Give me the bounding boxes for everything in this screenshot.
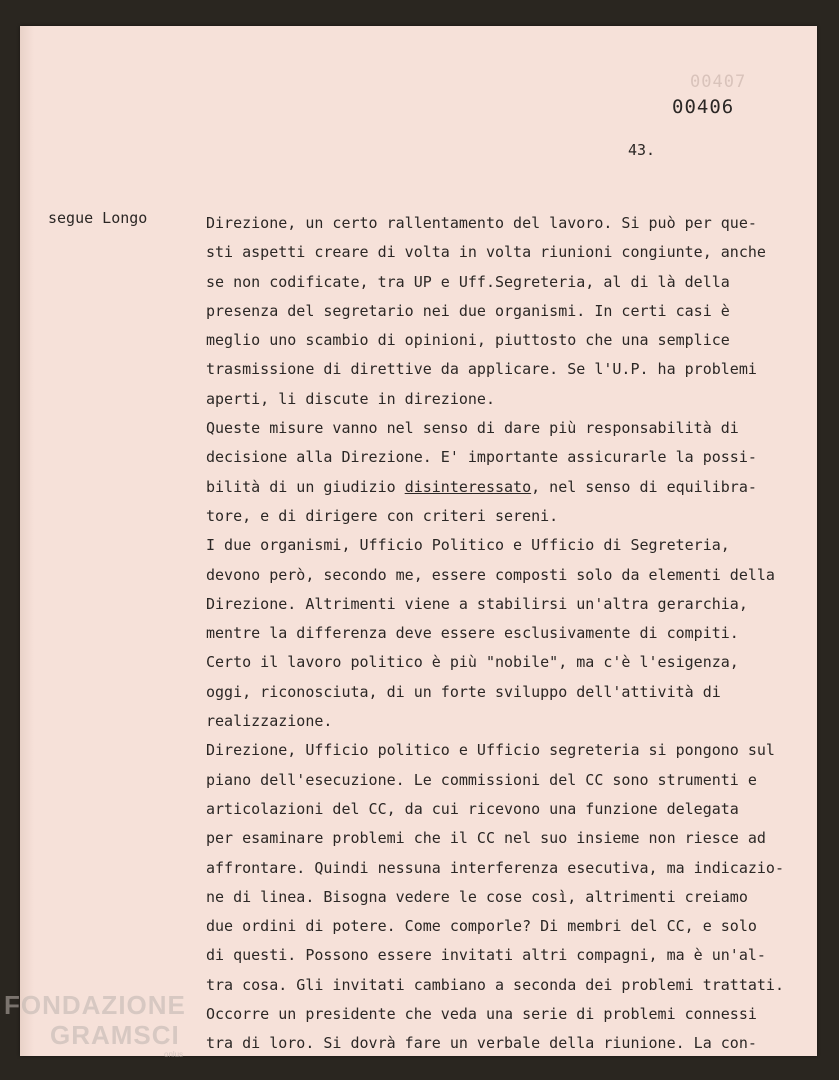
text-line-underlined bbox=[206, 473, 806, 502]
text-line: articolazioni del CC, da cui ricevono una funzione delegata bbox=[206, 799, 739, 818]
text-line: piano dell'esecuzione. Le commissioni del CC sono strumenti e bbox=[206, 770, 757, 789]
text-line: Direzione. Altrimenti viene a stabilirsi un'altra gerarchia, bbox=[206, 594, 748, 613]
watermark-line-1: FONDAZIONE bbox=[4, 990, 186, 1020]
text-line: realizzazione. bbox=[206, 712, 333, 731]
text-line: tra di loro. Si dovrà fare un verbale della riunione. La con- bbox=[206, 1034, 757, 1053]
body-text bbox=[206, 209, 806, 1059]
page-number: 43. bbox=[628, 141, 656, 159]
text-line: mentre la differenza deve essere esclusivamente di compiti. bbox=[206, 624, 739, 643]
underlined-word: disinteressato bbox=[404, 477, 532, 496]
text-segment: bilità di un giudizio bbox=[206, 477, 405, 496]
text-line: Occorre un presidente che veda una serie di problemi connessi bbox=[206, 1005, 757, 1024]
text-line: oggi, riconosciuta, di un forte sviluppo dell'attività di bbox=[206, 682, 721, 701]
text-segment: , nel senso di equilibra- bbox=[531, 477, 757, 496]
text-line: per esaminare problemi che il CC nel suo insieme non riesce ad bbox=[206, 829, 766, 848]
text-line: due ordini di potere. Come comporle? Di membri del CC, e solo bbox=[206, 917, 757, 936]
text-line: tra cosa. Gli invitati cambiano a seconda dei problemi trattati. bbox=[206, 975, 784, 994]
text-line: presenza del segretario nei due organismi. In certi casi è bbox=[206, 301, 730, 320]
document-number: 00406 bbox=[672, 96, 735, 118]
watermark-line-3: onlus bbox=[164, 1050, 184, 1059]
text-line: di questi. Possono essere invitati altri compagni, ma è un'al- bbox=[206, 946, 766, 965]
fondazione-gramsci-watermark bbox=[4, 990, 186, 1060]
text-line: ne di linea. Bisogna vedere le cose così, altrimenti creiamo bbox=[206, 887, 748, 906]
text-line: tore, e di dirigere con criteri sereni. bbox=[206, 506, 559, 525]
text-line: sti aspetti creare di volta in volta riunioni congiunte, anche bbox=[206, 243, 766, 262]
text-line: trasmissione di direttive da applicare. Se l'U.P. ha problemi bbox=[206, 360, 757, 379]
watermark-line-2: GRAMSCI bbox=[50, 1020, 180, 1050]
text-line: Direzione, un certo rallentamento del lavoro. Si può per que- bbox=[206, 214, 757, 232]
speaker-label: segue Longo bbox=[48, 209, 148, 227]
page-edge bbox=[20, 26, 34, 1056]
text-line: I due organismi, Ufficio Politico e Ufficio di Segreteria, bbox=[206, 536, 730, 555]
text-line: devono però, secondo me, essere composti solo da elementi della bbox=[206, 565, 775, 584]
text-line: se non codificate, tra UP e Uff.Segreteria, al di là della bbox=[206, 272, 730, 291]
text-line: aperti, li discute in direzione. bbox=[206, 389, 495, 408]
text-line: affrontare. Quindi nessuna interferenza esecutiva, ma indicazio- bbox=[206, 858, 784, 877]
text-line: decisione alla Direzione. E' importante assicurarle la possi- bbox=[206, 448, 757, 467]
text-line: Direzione, Ufficio politico e Ufficio segreteria si pongono sul bbox=[206, 741, 775, 760]
text-line: meglio uno scambio di opinioni, piuttosto che una semplice bbox=[206, 331, 730, 350]
ghost-document-number: 00407 bbox=[690, 72, 747, 92]
text-line: Certo il lavoro politico è più "nobile", ma c'è l'esigenza, bbox=[206, 653, 739, 672]
text-line: Queste misure vanno nel senso di dare più responsabilità di bbox=[206, 419, 739, 438]
